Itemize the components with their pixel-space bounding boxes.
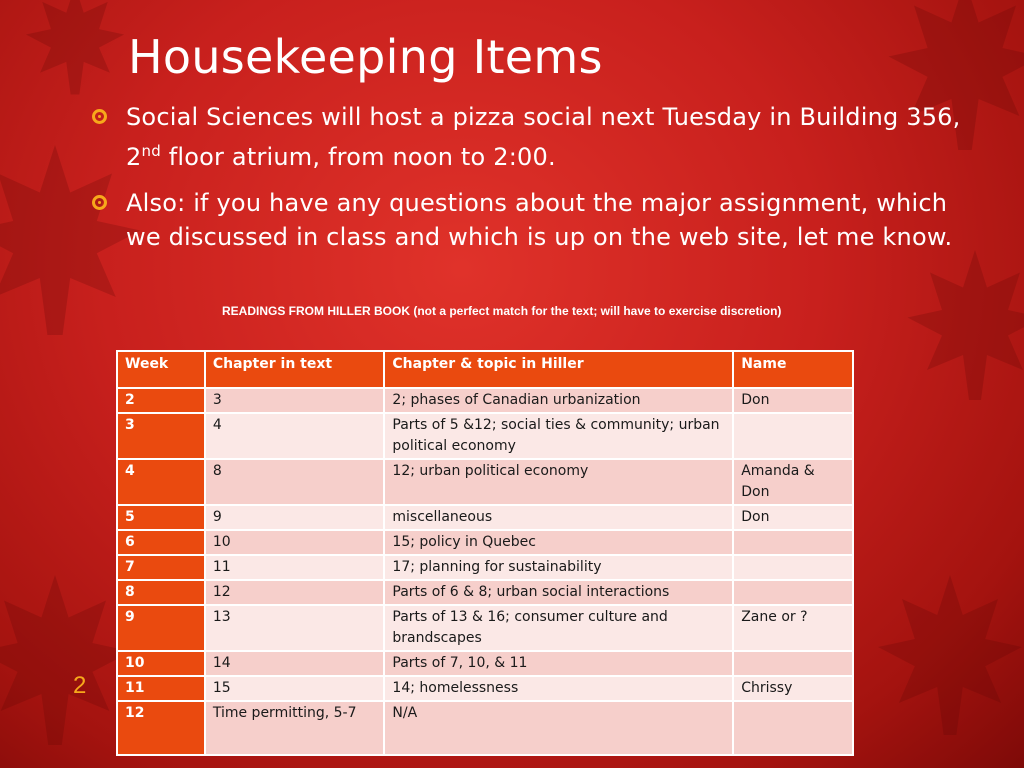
week-cell: 7 bbox=[117, 555, 205, 580]
maple-leaf-icon bbox=[870, 560, 1024, 750]
table-row bbox=[117, 388, 853, 413]
chapter-cell: 10 bbox=[205, 530, 385, 555]
table-row bbox=[117, 459, 853, 505]
week-cell: 4 bbox=[117, 459, 205, 505]
bullet-item bbox=[92, 186, 972, 254]
slide-number: 2 bbox=[73, 672, 87, 699]
hiller-cell: 15; policy in Quebec bbox=[384, 530, 733, 555]
column-header-name: Name bbox=[733, 351, 853, 388]
hiller-cell: N/A bbox=[384, 701, 733, 755]
table-row bbox=[117, 701, 853, 755]
bullet-item bbox=[92, 100, 972, 174]
column-header-week: Week bbox=[117, 351, 205, 388]
chapter-cell: 9 bbox=[205, 505, 385, 530]
week-cell: 10 bbox=[117, 651, 205, 676]
name-cell: Don bbox=[733, 388, 853, 413]
table-row bbox=[117, 651, 853, 676]
table-caption: READINGS FROM HILLER BOOK (not a perfect match for the text; will have to exercise discretion) bbox=[222, 304, 782, 318]
name-cell bbox=[733, 580, 853, 605]
name-cell bbox=[733, 530, 853, 555]
week-cell: 6 bbox=[117, 530, 205, 555]
bullet-text: Also: if you have any questions about the major assignment, which we discussed in class and which is up on the web site, let me know. bbox=[126, 189, 953, 251]
name-cell bbox=[733, 701, 853, 755]
chapter-cell: 13 bbox=[205, 605, 385, 651]
chapter-cell: 12 bbox=[205, 580, 385, 605]
name-cell: Zane or ? bbox=[733, 605, 853, 651]
name-cell bbox=[733, 651, 853, 676]
table-row bbox=[117, 530, 853, 555]
hiller-cell: Parts of 13 & 16; consumer culture and brandscapes bbox=[384, 605, 733, 651]
table-row bbox=[117, 676, 853, 701]
ordinal-suffix: nd bbox=[141, 142, 161, 160]
week-cell: 8 bbox=[117, 580, 205, 605]
hiller-cell: 17; planning for sustainability bbox=[384, 555, 733, 580]
name-cell bbox=[733, 413, 853, 459]
table-row bbox=[117, 555, 853, 580]
week-cell: 12 bbox=[117, 701, 205, 755]
table-row bbox=[117, 413, 853, 459]
week-cell: 11 bbox=[117, 676, 205, 701]
table-row bbox=[117, 580, 853, 605]
chapter-cell: 15 bbox=[205, 676, 385, 701]
ring-bullet-icon bbox=[92, 195, 107, 210]
hiller-cell: 14; homelessness bbox=[384, 676, 733, 701]
week-cell: 9 bbox=[117, 605, 205, 651]
name-cell: Chrissy bbox=[733, 676, 853, 701]
bullet-text-part: floor atrium, from noon to 2:00. bbox=[160, 143, 556, 171]
maple-leaf-icon bbox=[20, 0, 130, 100]
week-cell: 3 bbox=[117, 413, 205, 459]
hiller-cell: Parts of 6 & 8; urban social interactions bbox=[384, 580, 733, 605]
week-cell: 2 bbox=[117, 388, 205, 413]
name-cell: Amanda & Don bbox=[733, 459, 853, 505]
name-cell: Don bbox=[733, 505, 853, 530]
hiller-cell: 12; urban political economy bbox=[384, 459, 733, 505]
hiller-cell: Parts of 5 &12; social ties & community; urban political economy bbox=[384, 413, 733, 459]
table-row bbox=[117, 605, 853, 651]
slide-title: Housekeeping Items bbox=[128, 30, 603, 84]
table-header-row bbox=[117, 351, 853, 388]
hiller-cell: 2; phases of Canadian urbanization bbox=[384, 388, 733, 413]
table-row bbox=[117, 505, 853, 530]
name-cell bbox=[733, 555, 853, 580]
hiller-cell: Parts of 7, 10, & 11 bbox=[384, 651, 733, 676]
chapter-cell: 4 bbox=[205, 413, 385, 459]
chapter-cell: Time permitting, 5-7 bbox=[205, 701, 385, 755]
readings-table bbox=[116, 350, 854, 756]
chapter-cell: 14 bbox=[205, 651, 385, 676]
bullet-text-part: Social Sciences will host a pizza social next Tuesday in Building 356, 2 bbox=[126, 103, 961, 171]
hiller-cell: miscellaneous bbox=[384, 505, 733, 530]
column-header-hiller: Chapter & topic in Hiller bbox=[384, 351, 733, 388]
chapter-cell: 3 bbox=[205, 388, 385, 413]
column-header-chapter: Chapter in text bbox=[205, 351, 385, 388]
ring-bullet-icon bbox=[92, 109, 107, 124]
chapter-cell: 11 bbox=[205, 555, 385, 580]
week-cell: 5 bbox=[117, 505, 205, 530]
chapter-cell: 8 bbox=[205, 459, 385, 505]
bullet-list bbox=[92, 100, 972, 266]
